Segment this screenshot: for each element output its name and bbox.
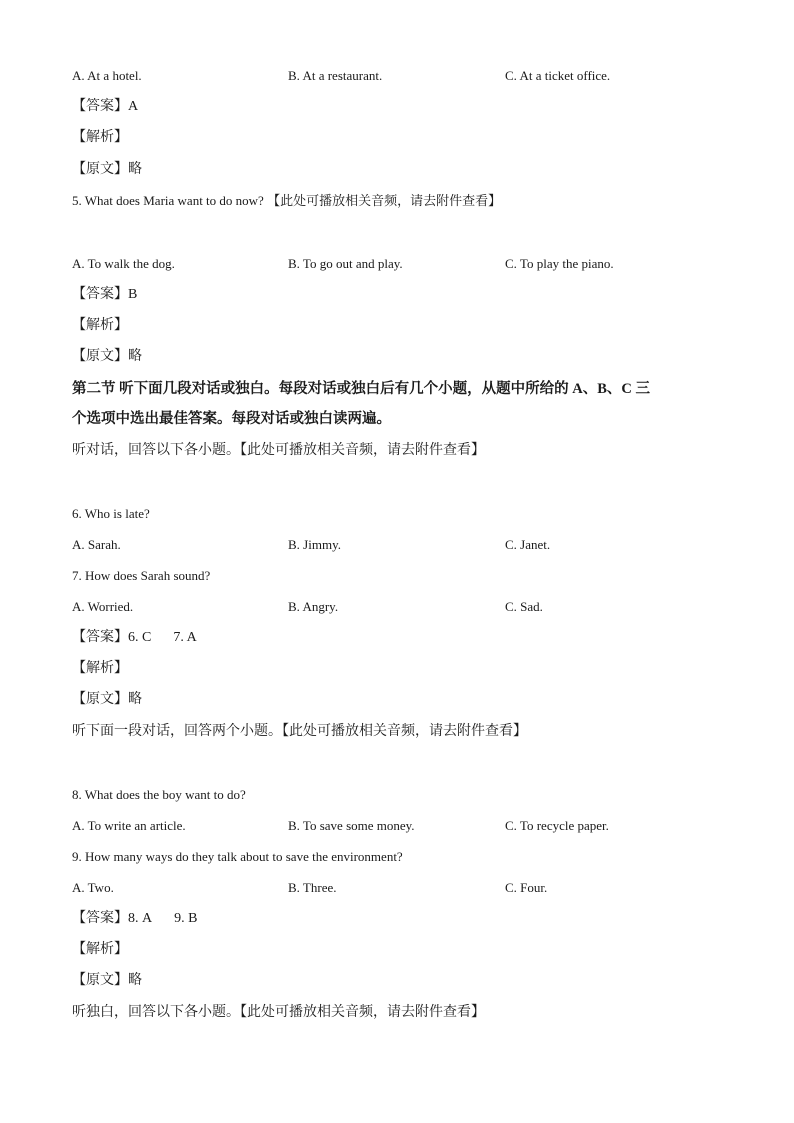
q6-option-a: A. Sarah. [72, 537, 121, 552]
q6-question: 6. Who is late? [72, 506, 150, 521]
q5-option-c: C. To play the piano. [505, 256, 614, 271]
q8-option-b: B. To save some money. [288, 818, 415, 833]
dialog1-answer-2: 7. A [173, 630, 197, 645]
section2-heading-line1: 第二节 听下面几段对话或独白。每段对话或独白后有几个小题，从题中所给的 A、B、C 三 [72, 381, 650, 397]
q7-option-c: C. Sad. [505, 599, 543, 614]
q9-question: 9. How many ways do they talk about to save the environment? [72, 849, 403, 864]
dialog2-answer-label: 【答案】8. A [72, 911, 153, 926]
q5-question: 5. What does Maria want to do now? 【此处可播放相关音频，请去附件查看】 [72, 193, 502, 208]
dialog2-analysis: 【解析】 [72, 942, 128, 957]
dialog2-original: 【原文】略 [72, 973, 142, 988]
q4-option-c: C. At a ticket office. [505, 68, 611, 83]
q4-original: 【原文】略 [72, 162, 142, 177]
dialog2-intro: 听下面一段对话，回答两个小题。【此处可播放相关音频，请去附件查看】 [72, 724, 527, 739]
q5-original: 【原文】略 [72, 349, 142, 364]
dialog2-answer-2: 9. B [174, 911, 198, 926]
q9-option-a: A. Two. [72, 880, 114, 895]
q8-option-c: C. To recycle paper. [505, 818, 609, 833]
q9-option-c: C. Four. [505, 880, 548, 895]
q4-option-a: A. At a hotel. [72, 68, 142, 83]
q6-option-c: C. Janet. [505, 537, 551, 552]
q9-option-b: B. Three. [288, 880, 337, 895]
dialog1-original: 【原文】略 [72, 692, 142, 707]
dialog1-answer [72, 630, 197, 646]
dialog1-analysis: 【解析】 [72, 661, 128, 676]
dialog1-intro: 听对话，回答以下各小题。【此处可播放相关音频，请去附件查看】 [72, 443, 485, 458]
q7-question: 7. How does Sarah sound? [72, 568, 211, 583]
q5-option-b: B. To go out and play. [288, 256, 403, 271]
q4-analysis: 【解析】 [72, 130, 128, 145]
dialog1-answer-label: 【答案】6. C [72, 630, 152, 645]
q5-analysis: 【解析】 [72, 318, 128, 333]
q8-question: 8. What does the boy want to do? [72, 787, 246, 802]
dialog2-answer [72, 911, 197, 927]
q5-option-a: A. To walk the dog. [72, 256, 175, 271]
q6-option-b: B. Jimmy. [288, 537, 341, 552]
q4-answer: 【答案】A [72, 99, 139, 114]
monologue-intro: 听独白，回答以下各小题。【此处可播放相关音频，请去附件查看】 [72, 1005, 485, 1020]
q4-option-b: B. At a restaurant. [288, 68, 383, 83]
q7-option-a: A. Worried. [72, 599, 134, 614]
q5-answer: 【答案】B [72, 287, 138, 302]
q8-option-a: A. To write an article. [72, 818, 186, 833]
q7-option-b: B. Angry. [288, 599, 339, 614]
section2-heading-line2: 个选项中选出最佳答案。每段对话或独白读两遍。 [72, 411, 391, 427]
